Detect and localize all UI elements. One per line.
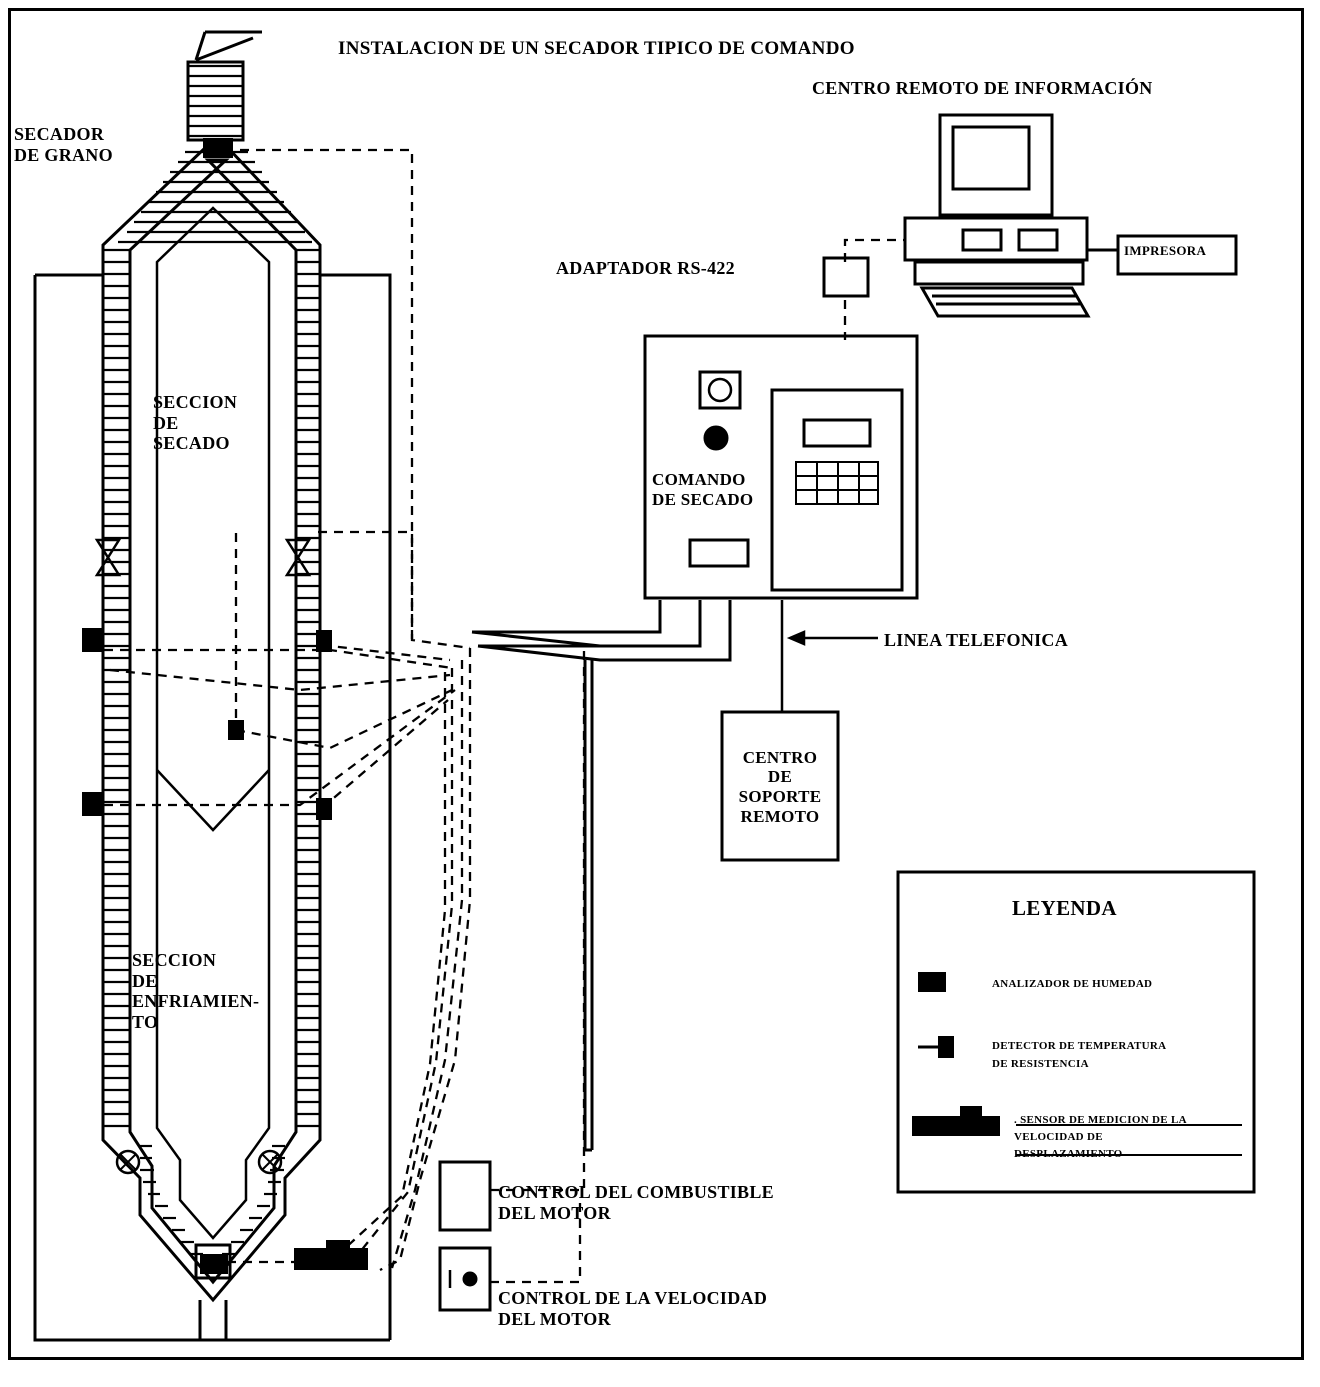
legend-moisture-analyzer-icon xyxy=(918,972,946,992)
rtd-icon-right-lower xyxy=(316,798,332,820)
moisture-analyzer-icon-bottom xyxy=(200,1254,228,1274)
rtd-icon-left-upper xyxy=(82,628,104,652)
remote-support-line3: SOPORTE xyxy=(738,787,822,806)
legend-item-0-label: ANALIZADOR DE HUMEDAD xyxy=(992,978,1153,990)
remote-support-center-label xyxy=(724,732,836,842)
speed-control-label: CONTROL DE LA VELOCIDAD DEL MOTOR xyxy=(498,1288,768,1329)
remote-info-center-label: CENTRO REMOTO DE INFORMACIÓN xyxy=(812,78,1153,98)
legend-speed-sensor-icon xyxy=(912,1116,1000,1136)
grain-dryer-label: SECADOR DE GRANO xyxy=(14,124,113,165)
rtd-icon-center xyxy=(228,720,244,740)
legend-speed-sensor-head-icon xyxy=(960,1106,982,1120)
legend-item-2-label: . SENSOR DE MEDICION DE LA VELOCIDAD DE DESPLAZAMIENTO xyxy=(1014,1114,1187,1161)
remote-support-line2: DE xyxy=(767,767,793,787)
speed-sensor-head-icon xyxy=(326,1240,350,1256)
rtd-icon-left-lower xyxy=(82,792,104,816)
legend-title: LEYENDA xyxy=(1012,896,1117,920)
legend-item-1-label: DETECTOR DE TEMPERATURA DE RESISTENCIA xyxy=(992,1040,1167,1070)
page-title: INSTALACION DE UN SECADOR TIPICO DE COMANDO xyxy=(338,38,855,59)
remote-support-line4: REMOTO xyxy=(740,806,820,826)
dry-command-label: COMANDO DE SECADO xyxy=(652,470,754,509)
fuel-control-label: CONTROL DEL COMBUSTIBLE DEL MOTOR xyxy=(498,1182,774,1223)
drying-section-label: SECCION DE SECADO xyxy=(153,392,238,454)
legend-rtd-icon xyxy=(938,1036,954,1058)
printer-label: IMPRESORA xyxy=(1124,243,1207,258)
cooling-section-label: SECCION DE ENFRIAMIEN- TO xyxy=(132,950,260,1033)
rs422-adapter-label: ADAPTADOR RS-422 xyxy=(556,258,735,278)
moisture-analyzer-icon-top xyxy=(203,138,233,158)
phone-line-label: LINEA TELEFONICA xyxy=(884,630,1069,650)
remote-support-line1: CENTRO xyxy=(742,747,818,767)
rtd-icon-right-upper xyxy=(316,630,332,652)
